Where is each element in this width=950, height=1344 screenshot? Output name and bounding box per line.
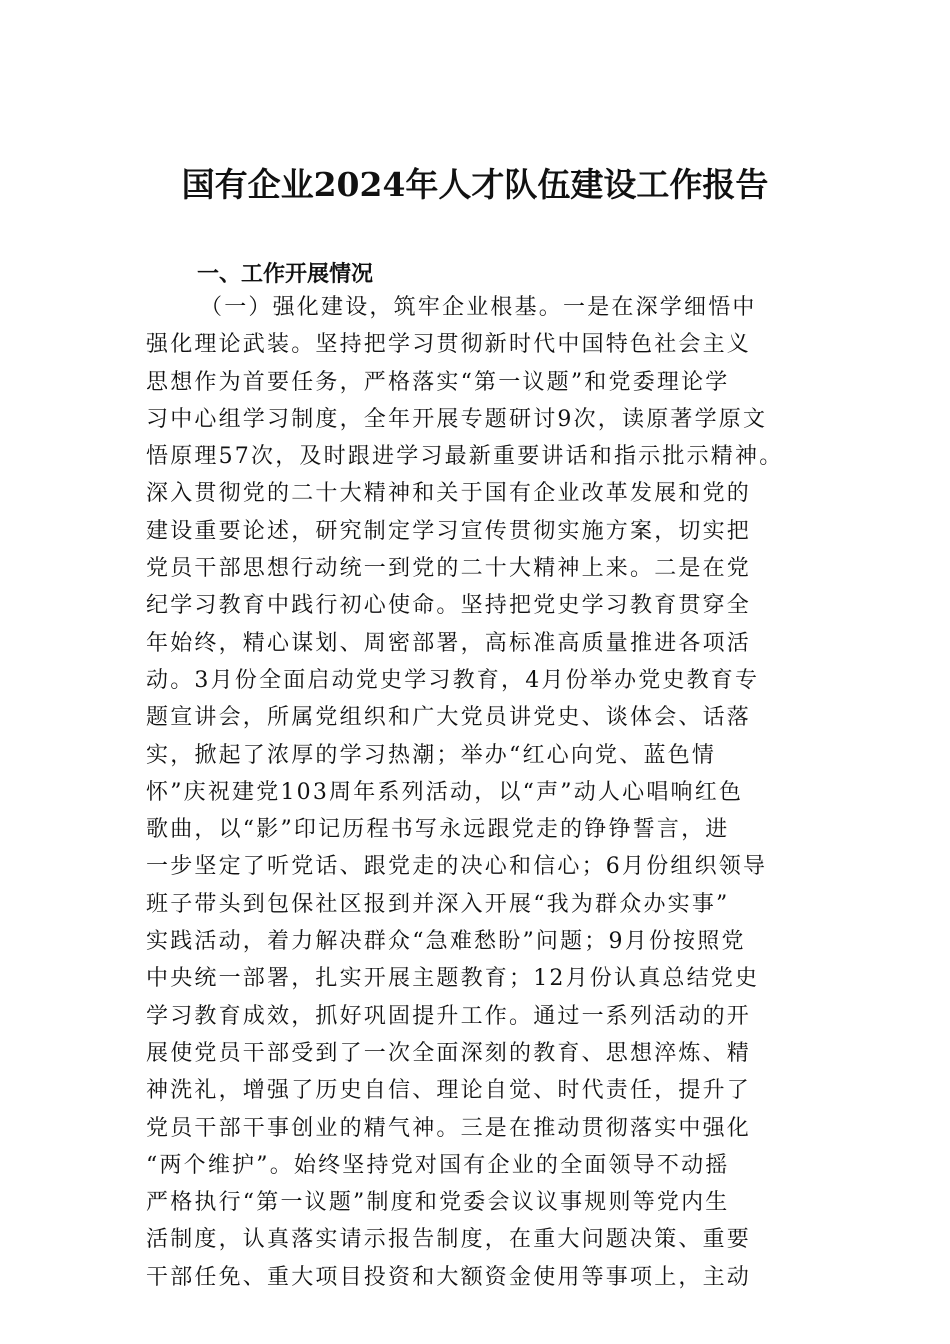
body-paragraph bbox=[146, 289, 826, 1296]
body-line: 年始终，精心谋划、周密部署，高标准高质量推进各项活 bbox=[146, 630, 752, 656]
body-line: 展使党员干部受到了一次全面深刻的教育、思想淬炼、精 bbox=[146, 1040, 752, 1066]
document-title: 国有企业2024年人才队伍建设工作报告 bbox=[181, 165, 769, 204]
body-line: 歌曲，以“影”印记历程书写永远跟党走的铮铮誓言，进 bbox=[146, 817, 730, 843]
body-line: 党员干部思想行动统一到党的二十大精神上来。二是在党 bbox=[146, 556, 752, 582]
body-line: 党员干部干事创业的精气神。三是在推动贯彻落实中强化 bbox=[146, 1115, 752, 1141]
section-heading: 一、工作开展情况 bbox=[197, 262, 374, 287]
body-line: “两个维护”。始终坚持党对国有企业的全面领导不动摇 bbox=[146, 1152, 730, 1178]
body-line: 中央统一部署，扎实开展主题教育；12月份认真总结党史 bbox=[146, 966, 760, 992]
body-line: （一）强化建设，筑牢企业根基。一是在深学细悟中 bbox=[200, 295, 757, 320]
body-line: 严格执行“第一议题”制度和党委会议议事规则等党内生 bbox=[146, 1190, 730, 1216]
body-line: 班子带头到包保社区报到并深入开展“我为群众办实事” bbox=[146, 891, 730, 917]
body-line: 学习教育成效，抓好巩固提升工作。通过一系列活动的开 bbox=[146, 1003, 752, 1029]
body-line: 悟原理57次，及时跟进学习最新重要讲话和指示批示精神。 bbox=[146, 444, 784, 470]
body-line: 活制度，认真落实请示报告制度，在重大问题决策、重要 bbox=[146, 1227, 752, 1253]
body-line: 题宣讲会，所属党组织和广大党员讲党史、谈体会、话落 bbox=[146, 705, 752, 731]
body-line: 建设重要论述，研究制定学习宣传贯彻实施方案，切实把 bbox=[146, 518, 752, 544]
body-line: 动。3月份全面启动党史学习教育，4月份举办党史教育专 bbox=[146, 667, 760, 693]
body-line: 一步坚定了听党话、跟党走的决心和信心；6月份组织领导 bbox=[146, 854, 768, 880]
body-line: 怀”庆祝建党103周年系列活动，以“声”动人心唱响红色 bbox=[146, 779, 744, 805]
body-line: 实践活动，着力解决群众“急难愁盼”问题；9月份按照党 bbox=[146, 929, 746, 955]
body-line: 纪学习教育中践行初心使命。坚持把党史学习教育贯穿全 bbox=[146, 593, 752, 619]
body-line: 深入贯彻党的二十大精神和关于国有企业改革发展和党的 bbox=[146, 481, 752, 507]
body-line: 思想作为首要任务，严格落实“第一议题”和党委理论学 bbox=[146, 369, 730, 395]
body-line: 习中心组学习制度，全年开展专题研讨9次，读原著学原文 bbox=[146, 406, 768, 432]
body-line: 干部任免、重大项目投资和大额资金使用等事项上，主动 bbox=[146, 1264, 752, 1290]
body-line: 实，掀起了浓厚的学习热潮；举办“红心向党、蓝色情 bbox=[146, 742, 717, 768]
body-line: 强化理论武装。坚持把学习贯彻新时代中国特色社会主义 bbox=[146, 332, 752, 358]
body-line: 神洗礼，增强了历史自信、理论自觉、时代责任，提升了 bbox=[146, 1078, 752, 1104]
